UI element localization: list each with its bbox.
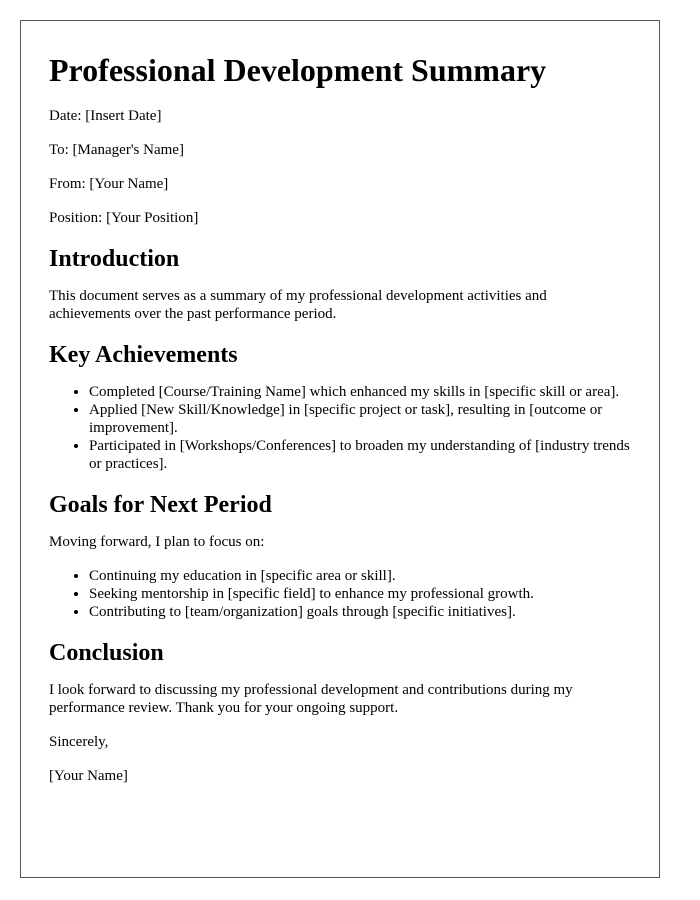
list-item: • Participated in [Workshops/Conferences] to broaden my understanding of [industry trends or practices]. [89, 437, 631, 473]
conclusion-text: I look forward to discussing my professional development and contributions during my performance review. Thank you for your ongoing support. [49, 682, 573, 716]
to-line: To: [Manager's Name] [49, 142, 184, 158]
document-title: Professional Development Summary [49, 52, 547, 88]
goals-list [49, 567, 631, 621]
list-item: • Completed [Course/Training Name] which enhanced my skills in [specific skill or area]. [89, 383, 631, 401]
list-item: • Continuing my education in [specific area or skill]. [89, 567, 631, 585]
goals-heading: Goals for Next Period [49, 492, 272, 518]
from-line: From: [Your Name] [49, 176, 169, 192]
introduction-text: This document serves as a summary of my professional development activities and achievements over the past performance period. [49, 288, 547, 322]
closing-line: Sincerely, [49, 734, 109, 750]
list-item: • Seeking mentorship in [specific field] to enhance my professional growth. [89, 585, 631, 603]
position-line: Position: [Your Position] [49, 210, 199, 226]
memo-header [49, 107, 631, 227]
introduction-heading: Introduction [49, 246, 180, 272]
list-item: • Applied [New Skill/Knowledge] in [specific project or task], resulting in [outcome or improvement]. [89, 401, 631, 437]
signature-line: [Your Name] [49, 768, 128, 784]
list-item: • Contributing to [team/organization] goals through [specific initiatives]. [89, 603, 631, 621]
conclusion-heading: Conclusion [49, 640, 164, 666]
achievements-heading: Key Achievements [49, 342, 238, 368]
document-page [20, 20, 660, 878]
date-line: Date: [Insert Date] [49, 108, 162, 124]
achievements-list [49, 383, 631, 473]
goals-intro: Moving forward, I plan to focus on: [49, 534, 265, 550]
